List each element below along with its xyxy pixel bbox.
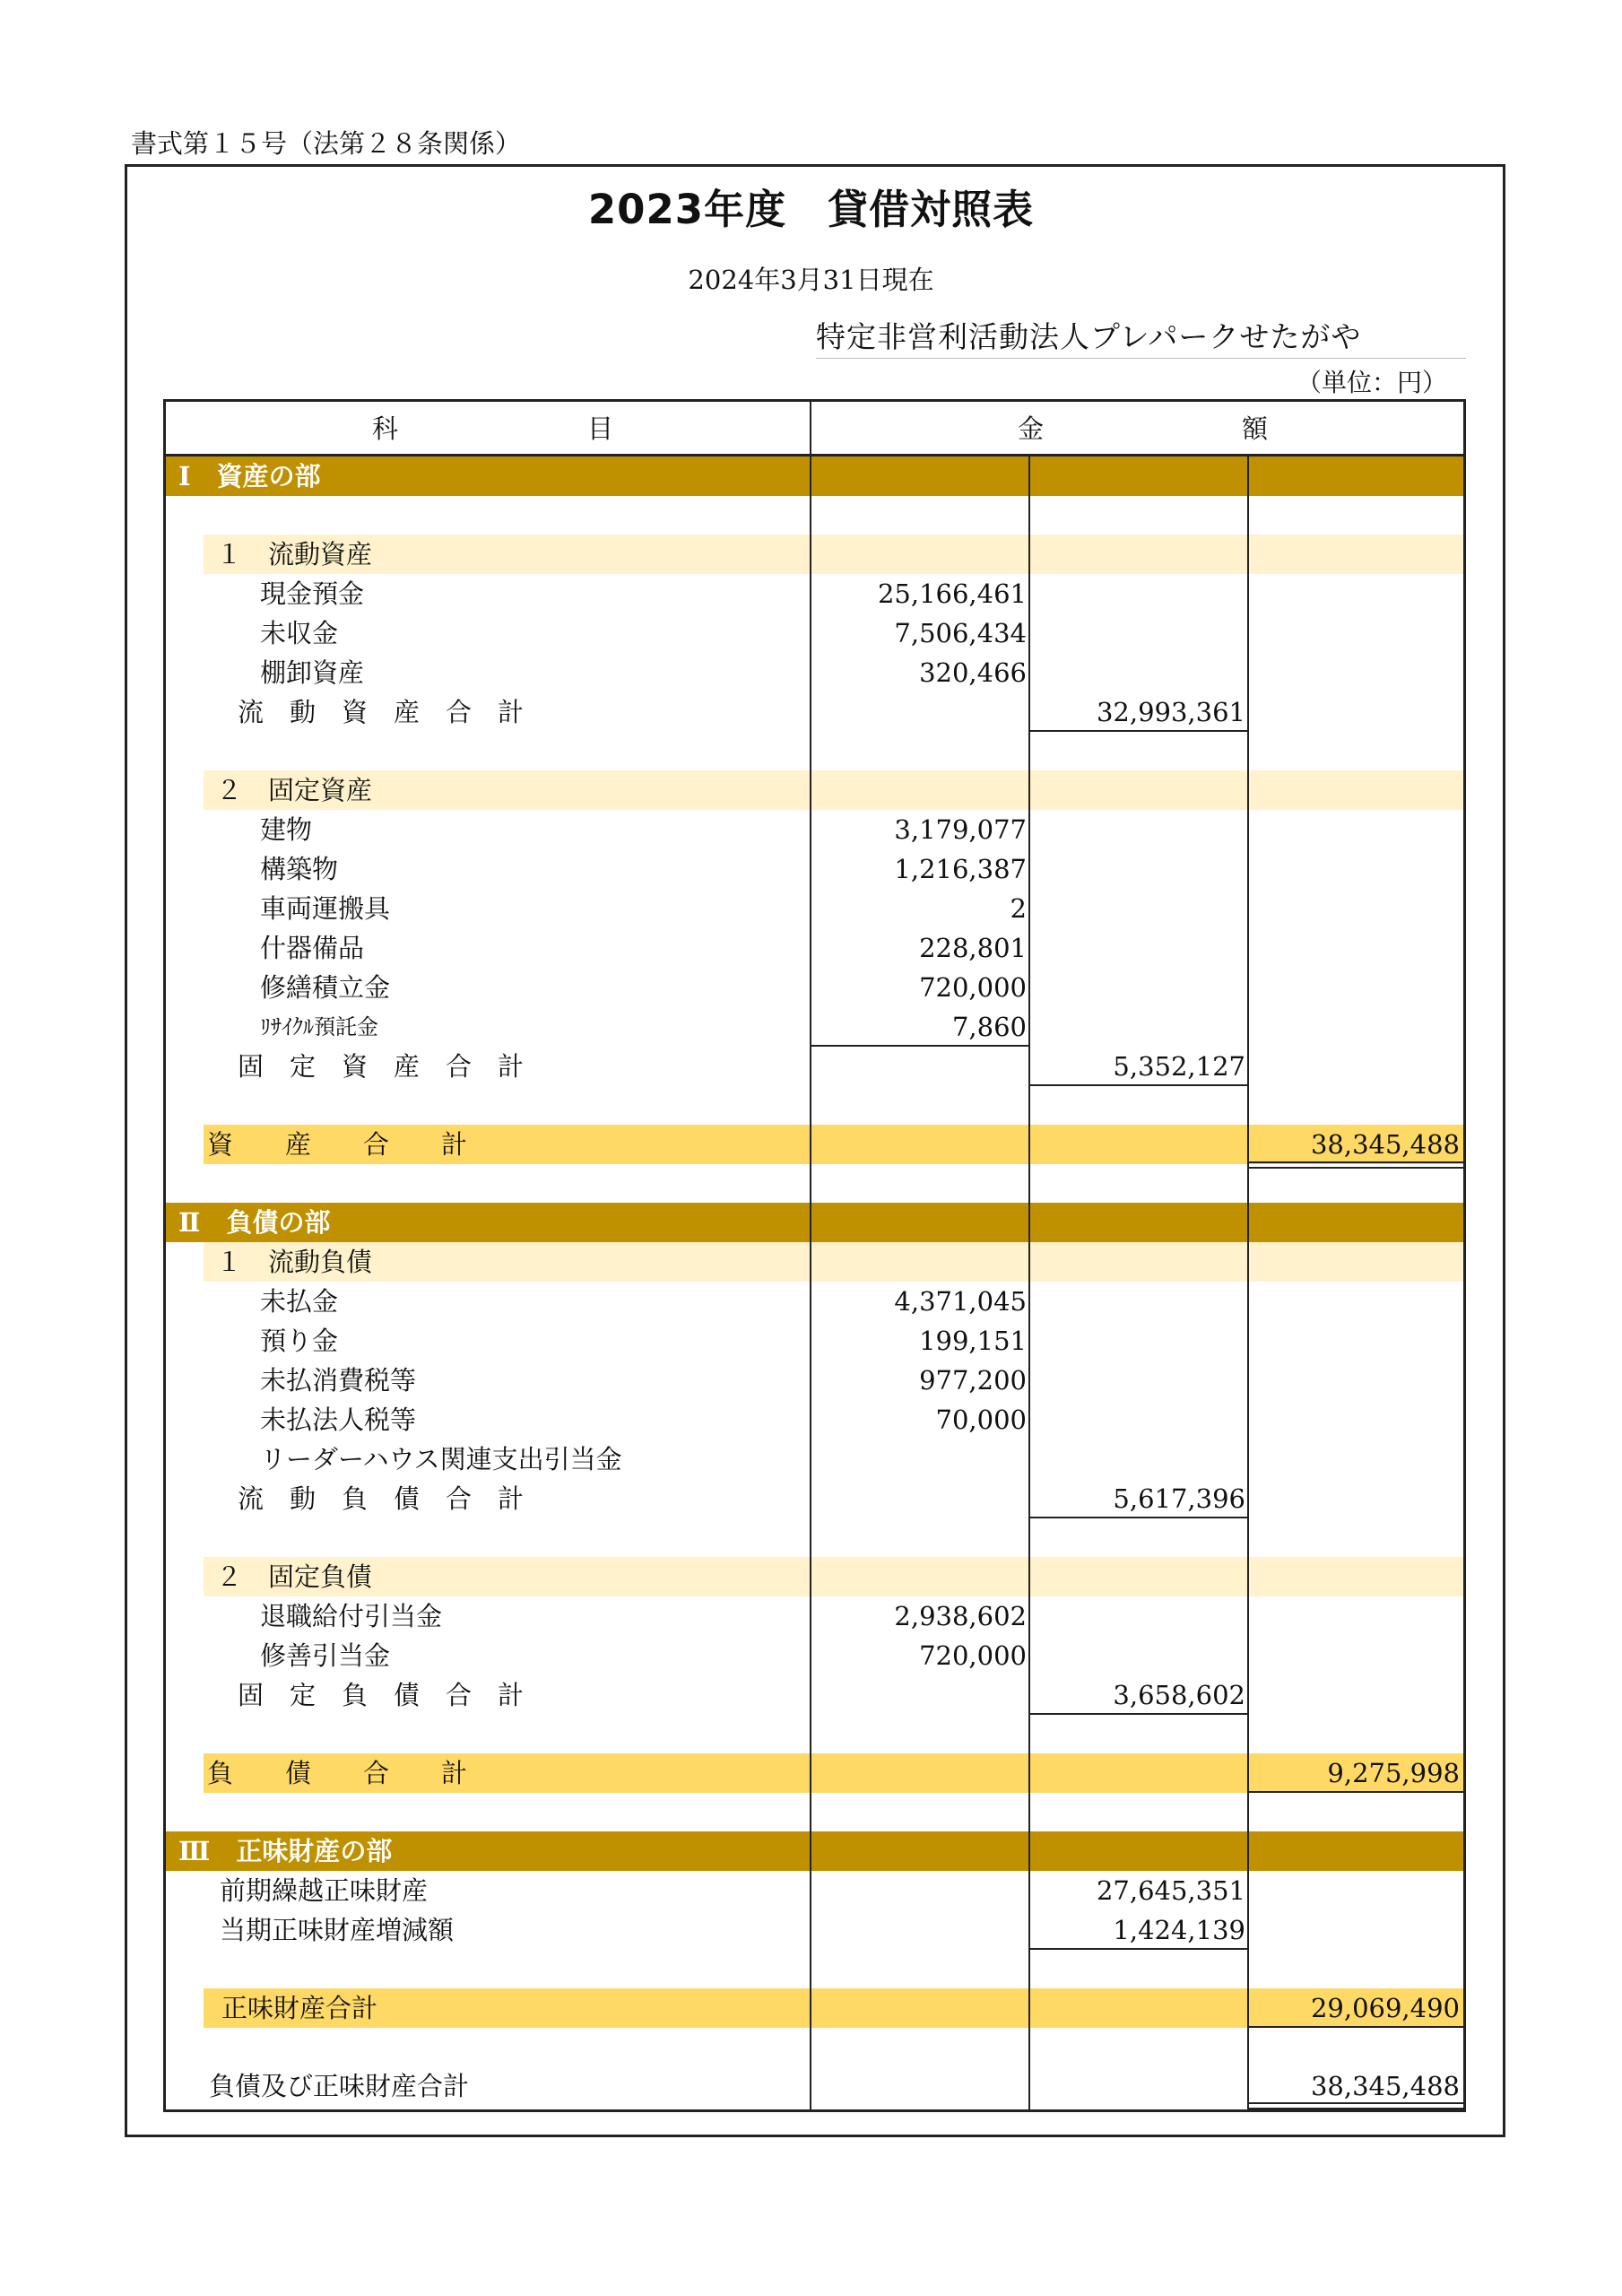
grand-total-row bbox=[166, 2066, 1463, 2106]
total-value: 29,069,490 bbox=[1310, 1993, 1460, 2023]
subtotal-value: 5,617,396 bbox=[1113, 1483, 1245, 1514]
list-item bbox=[166, 1636, 1463, 1675]
header-kingaku-2: 額 bbox=[1242, 413, 1269, 444]
list-item bbox=[166, 653, 1463, 692]
list-item bbox=[166, 1596, 1463, 1636]
column-divider-1 bbox=[810, 402, 811, 2109]
rule bbox=[1028, 1948, 1247, 1950]
list-item bbox=[166, 810, 1463, 849]
list-item bbox=[166, 1361, 1463, 1400]
section-label: Ⅲ 正味財産の部 bbox=[178, 1836, 393, 1866]
subsection-label: ２ 固定負債 bbox=[216, 1561, 373, 1592]
item-value: 199,151 bbox=[919, 1326, 1027, 1356]
subtotal-label: 流 動 負 債 合 計 bbox=[238, 1483, 525, 1514]
item-value: 720,000 bbox=[919, 972, 1027, 1003]
list-item bbox=[166, 1910, 1463, 1950]
item-name: 当期正味財産増減額 bbox=[220, 1915, 455, 1945]
list-item bbox=[166, 1321, 1463, 1361]
item-value: 27,645,351 bbox=[1096, 1875, 1245, 1906]
item-name: 車両運搬具 bbox=[260, 893, 391, 924]
subtotal-value: 5,352,127 bbox=[1113, 1051, 1245, 1082]
item-name: リーダーハウス関連支出引当金 bbox=[260, 1444, 622, 1474]
grand-total-label: 負債及び正味財産合計 bbox=[209, 2071, 470, 2101]
item-name: ﾘｻｲｸﾙ預託金 bbox=[260, 1014, 378, 1039]
list-item bbox=[166, 1871, 1463, 1910]
subtotal-label: 流 動 資 産 合 計 bbox=[238, 697, 525, 727]
list-item bbox=[166, 849, 1463, 889]
list-item bbox=[166, 574, 1463, 613]
item-name: 什器備品 bbox=[260, 933, 365, 963]
subsection-fixed-liabilities bbox=[204, 1557, 1463, 1596]
item-value: 720,000 bbox=[919, 1640, 1027, 1671]
item-value: 4,371,045 bbox=[894, 1286, 1027, 1317]
list-item bbox=[166, 1439, 1463, 1479]
subtotal-label: 固 定 資 産 合 計 bbox=[238, 1051, 525, 1082]
column-divider-3 bbox=[1247, 457, 1249, 2109]
header-kamoku-2: 目 bbox=[587, 413, 614, 444]
double-rule bbox=[1247, 2102, 1463, 2109]
list-item bbox=[166, 1007, 1463, 1047]
total-label: 負 債 合 計 bbox=[207, 1758, 468, 1788]
item-name: 修繕積立金 bbox=[260, 972, 391, 1003]
item-value: 70,000 bbox=[935, 1405, 1027, 1435]
page-title: 2023年度 貸借対照表 bbox=[587, 186, 1035, 233]
rule bbox=[1247, 1791, 1463, 1793]
subtotal-value: 32,993,361 bbox=[1096, 697, 1245, 727]
item-name: 未収金 bbox=[260, 618, 339, 648]
header-kingaku-1: 金 bbox=[1018, 413, 1045, 444]
total-label: 資 産 合 計 bbox=[207, 1129, 468, 1160]
as-of-date: 2024年3月31日現在 bbox=[688, 265, 934, 295]
item-value: 7,506,434 bbox=[894, 618, 1027, 648]
form-number: 書式第１５号（法第２８条関係） bbox=[131, 128, 522, 159]
net-assets-total-row bbox=[204, 1988, 1463, 2028]
subsection-label: ２ 固定資産 bbox=[216, 775, 373, 805]
item-value: 228,801 bbox=[919, 933, 1027, 963]
subtotal-label: 固 定 負 債 合 計 bbox=[238, 1680, 525, 1710]
header-kamoku-1: 科 bbox=[372, 413, 399, 444]
subtotal-row bbox=[166, 1479, 1463, 1518]
item-value: 1,424,139 bbox=[1113, 1915, 1245, 1945]
item-value: 7,860 bbox=[951, 1012, 1027, 1042]
item-name: 預り金 bbox=[260, 1326, 339, 1356]
item-name: 構築物 bbox=[260, 854, 339, 884]
list-item bbox=[166, 1400, 1463, 1439]
organization-underline bbox=[816, 358, 1466, 359]
item-value: 977,200 bbox=[919, 1365, 1027, 1396]
list-item bbox=[166, 613, 1463, 653]
subtotal-row bbox=[166, 1047, 1463, 1086]
subtotal-row bbox=[166, 692, 1463, 732]
item-name: 未払法人税等 bbox=[260, 1405, 417, 1435]
rule bbox=[1028, 1084, 1247, 1086]
column-divider-2 bbox=[1028, 457, 1030, 2109]
subsection-fixed-assets bbox=[204, 770, 1463, 810]
rule bbox=[810, 1045, 1028, 1047]
item-name: 修善引当金 bbox=[260, 1640, 391, 1671]
double-rule bbox=[1247, 1161, 1463, 1169]
list-item bbox=[166, 889, 1463, 928]
item-name: 未払金 bbox=[260, 1286, 339, 1317]
item-name: 現金預金 bbox=[260, 578, 365, 609]
balance-sheet-table bbox=[163, 399, 1466, 2112]
subsection-current-liabilities bbox=[204, 1242, 1463, 1282]
list-item bbox=[166, 1282, 1463, 1321]
list-item bbox=[166, 968, 1463, 1007]
rule bbox=[1028, 1713, 1247, 1715]
item-name: 退職給付引当金 bbox=[260, 1601, 443, 1631]
section-net-assets bbox=[166, 1831, 1463, 1871]
unit-label: （単位：円） bbox=[1296, 368, 1447, 397]
section-label: Ⅰ 資産の部 bbox=[178, 461, 321, 491]
item-name: 未払消費税等 bbox=[260, 1365, 417, 1396]
item-value: 320,466 bbox=[919, 657, 1027, 688]
list-item bbox=[166, 928, 1463, 968]
item-name: 棚卸資産 bbox=[260, 657, 365, 688]
rule bbox=[1247, 2026, 1463, 2028]
subtotal-value: 3,658,602 bbox=[1113, 1680, 1245, 1710]
liabilities-total-row bbox=[204, 1753, 1463, 1793]
subtotal-row bbox=[166, 1675, 1463, 1715]
item-value: 2 bbox=[1010, 893, 1027, 924]
organization-name: 特定非営利活動法人プレパークせたがや bbox=[816, 319, 1362, 354]
subsection-label: １ 流動負債 bbox=[216, 1247, 373, 1277]
item-value: 25,166,461 bbox=[877, 578, 1027, 609]
rule bbox=[1028, 1517, 1247, 1518]
grand-total-value: 38,345,488 bbox=[1310, 2071, 1460, 2101]
item-name: 建物 bbox=[260, 814, 313, 845]
item-value: 1,216,387 bbox=[894, 854, 1027, 884]
item-value: 2,938,602 bbox=[894, 1601, 1027, 1631]
section-liabilities bbox=[166, 1203, 1463, 1242]
table-header bbox=[166, 402, 1463, 457]
item-name: 前期繰越正味財産 bbox=[220, 1875, 429, 1906]
total-label: 正味財産合計 bbox=[221, 1993, 378, 2023]
section-assets bbox=[166, 457, 1463, 496]
assets-total-row bbox=[204, 1125, 1463, 1164]
item-value: 3,179,077 bbox=[894, 814, 1027, 845]
total-value: 38,345,488 bbox=[1310, 1129, 1460, 1160]
total-value: 9,275,998 bbox=[1327, 1758, 1460, 1788]
rule bbox=[1028, 730, 1247, 732]
subsection-label: １ 流動資産 bbox=[216, 539, 373, 570]
subsection-current-assets bbox=[204, 535, 1463, 574]
section-label: Ⅱ 負債の部 bbox=[178, 1207, 331, 1238]
